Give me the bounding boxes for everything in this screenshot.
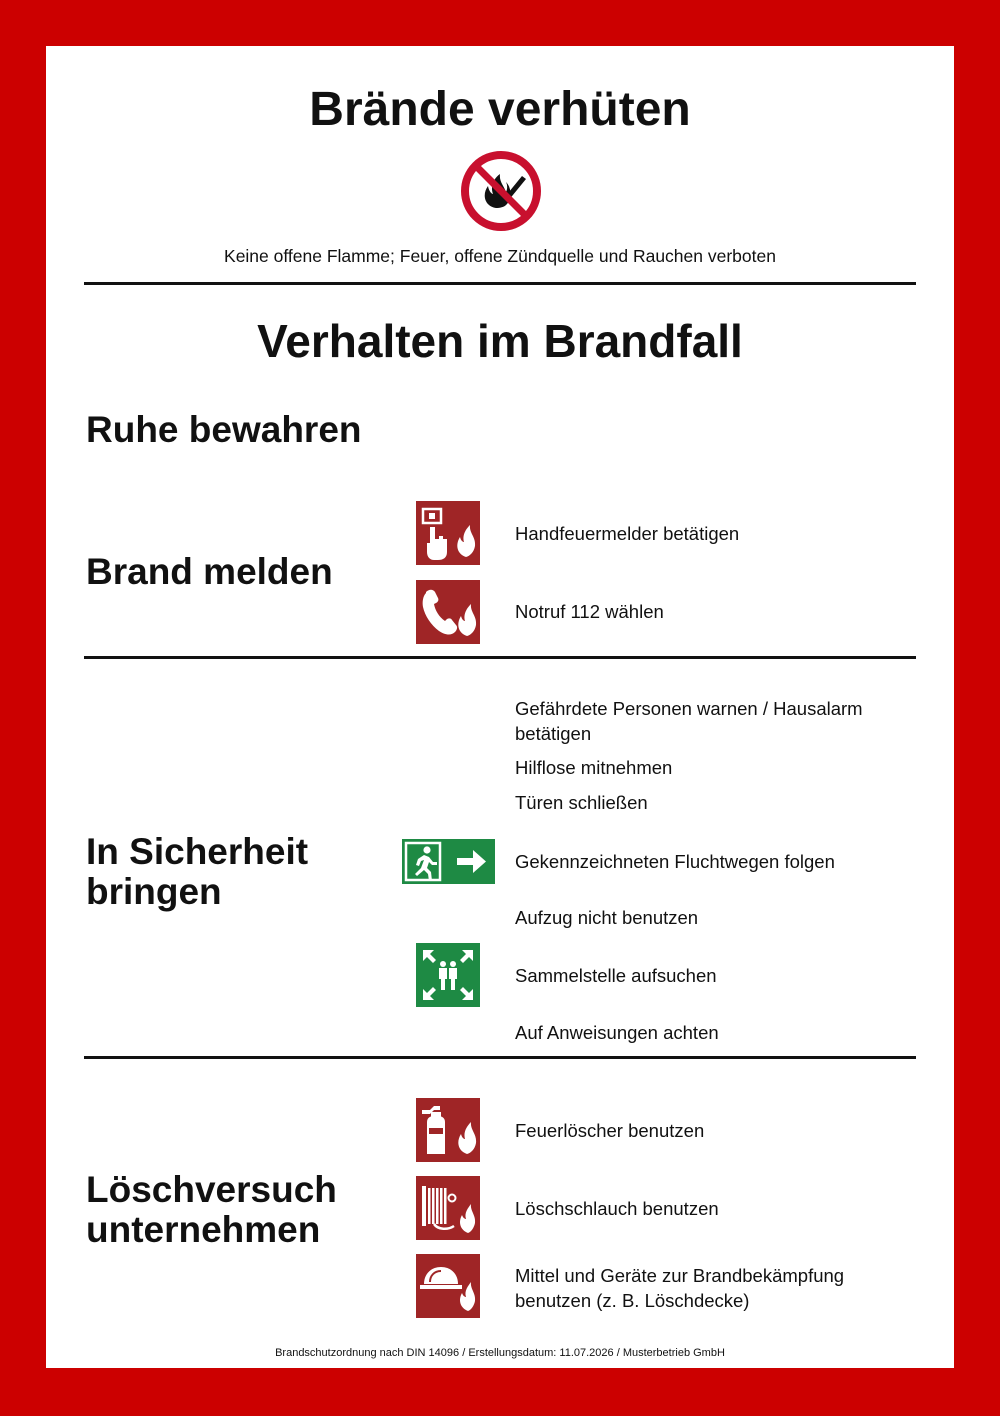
- divider: [84, 1056, 916, 1059]
- prohibition-caption: Keine offene Flamme; Feuer, offene Zündquelle und Rauchen verboten: [224, 246, 776, 266]
- footer-note: Brandschutzordnung nach DIN 14096 / Erstellungsdatum: 11.07.2026 / Musterbetrieb GmbH: [275, 1347, 725, 1359]
- step-follow-instructions: Auf Anweisungen achten: [515, 1022, 719, 1043]
- emergency-exit-right-icon: [402, 839, 495, 884]
- section-attempt-extinguish: Löschversuch unternehmen: [86, 1169, 337, 1250]
- fire-hose-icon: [416, 1176, 480, 1240]
- section-keep-calm: Ruhe bewahren: [86, 409, 362, 450]
- firefighting-equipment-icon: [416, 1254, 480, 1318]
- section-report-fire: Brand melden: [86, 551, 333, 592]
- step-warn-persons: Gefährdete Personen warnen / Hausalarm betätigen: [515, 698, 863, 744]
- step-go-to-assembly-point: Sammelstelle aufsuchen: [515, 965, 717, 986]
- divider: [84, 656, 916, 659]
- section-get-safe: In Sicherheit bringen: [86, 831, 309, 912]
- step-use-fire-hose: Löschschlauch benutzen: [515, 1198, 719, 1219]
- step-fire-alarm: Handfeuermelder betätigen: [515, 523, 740, 544]
- fire-emergency-phone-icon: [416, 580, 480, 644]
- step-use-extinguisher: Feuerlöscher benutzen: [515, 1120, 705, 1141]
- fire-procedure-title: Verhalten im Brandfall: [257, 315, 743, 367]
- notice-sheet: [46, 46, 954, 1368]
- fire-alarm-call-point-icon: [416, 501, 480, 565]
- prevention-title: Brände verhüten: [309, 83, 691, 136]
- step-close-doors: Türen schließen: [515, 792, 648, 813]
- fire-extinguisher-icon: [416, 1098, 480, 1162]
- step-take-helpless: Hilflose mitnehmen: [515, 757, 673, 778]
- step-call-112: Notruf 112 wählen: [515, 601, 664, 622]
- step-no-elevator: Aufzug nicht benutzen: [515, 907, 699, 928]
- step-use-firefighting-equipment: Mittel und Geräte zur Brandbekämpfung benutzen (z. B. Löschdecke): [515, 1265, 845, 1311]
- step-follow-escape-routes: Gekennzeichneten Fluchtwegen folgen: [515, 851, 835, 872]
- no-open-flame-icon: [460, 150, 542, 232]
- divider: [84, 282, 916, 285]
- assembly-point-icon: [416, 943, 480, 1007]
